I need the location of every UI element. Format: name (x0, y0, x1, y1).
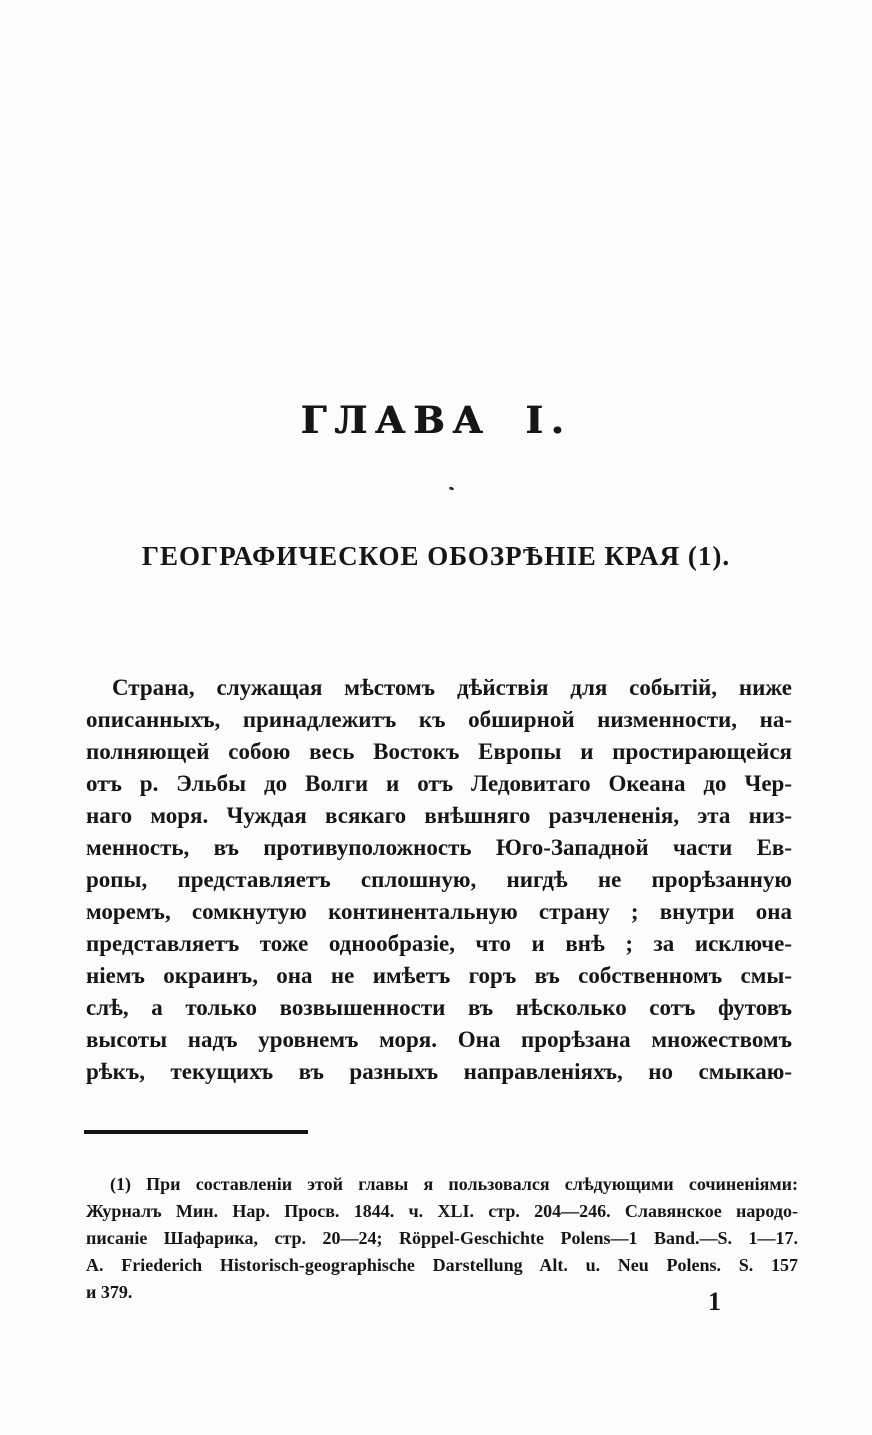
text-line: слѣ, а только возвышенности въ нѣсколько сотъ футовъ (86, 995, 792, 1020)
text-line: полняющей собою весь Востокъ Европы и простирающейся (86, 739, 792, 764)
text-line: рѣкъ, текущихъ въ разныхъ направленіяхъ, но смыкаю- (86, 1059, 792, 1084)
text-line: представляетъ тоже однообразіе, что и внѣ ; за исключе- (86, 931, 792, 956)
text-line: описанныхъ, принадлежитъ къ обширной низменности, на- (86, 707, 792, 732)
text-line: ропы, представляетъ сплошную, нигдѣ не прорѣзанную (86, 867, 792, 892)
text-line: наго моря. Чуждая всякаго внѣшняго разчлененія, эта низ- (86, 803, 792, 828)
text-line: Журналъ Мин. Нар. Просв. 1844. ч. XLI. стр. 204—246. Славянское народо- (86, 1201, 798, 1221)
footnote (86, 1171, 798, 1306)
text-line: моремъ, сомкнутую континентальную страну ; внутри она (86, 899, 792, 924)
section-heading: ГЕОГРАФИЧЕСКОЕ ОБОЗРѢНІЕ КРАЯ (1). (141, 541, 731, 571)
text-line: (1) При составленіи этой главы я пользовался слѣдующими сочиненіями: (110, 1174, 798, 1194)
text-line: Страна, служащая мѣстомъ дѣйствія для событій, ниже (112, 675, 792, 700)
text-line: ніемъ окраинъ, она не имѣетъ горъ въ собственномъ смы- (86, 963, 792, 988)
text-line: и 379. (86, 1282, 133, 1302)
page-number: 1 (708, 1287, 721, 1316)
footnote-separator-rule (84, 1130, 308, 1134)
chapter-title: ГЛАВА I. (300, 398, 572, 442)
text-line: отъ р. Эльбы до Волги и отъ Ледовитаго Океана до Чер- (86, 771, 792, 796)
text-line: менность, въ противуположность Юго-Западной части Ев- (86, 835, 792, 860)
text-line: писаніе Шафарика, стр. 20—24; Röppel-Geschichte Polens—1 Band.—S. 1—17. (86, 1228, 798, 1248)
text-line: высоты надъ уровнемъ моря. Она прорѣзана множествомъ (86, 1027, 792, 1052)
text-line: A. Friederich Historisch-geographische Darstellung Alt. u. Neu Polens. S. 157 (86, 1255, 798, 1275)
body-paragraph (86, 672, 792, 1088)
ink-speck (449, 486, 455, 491)
